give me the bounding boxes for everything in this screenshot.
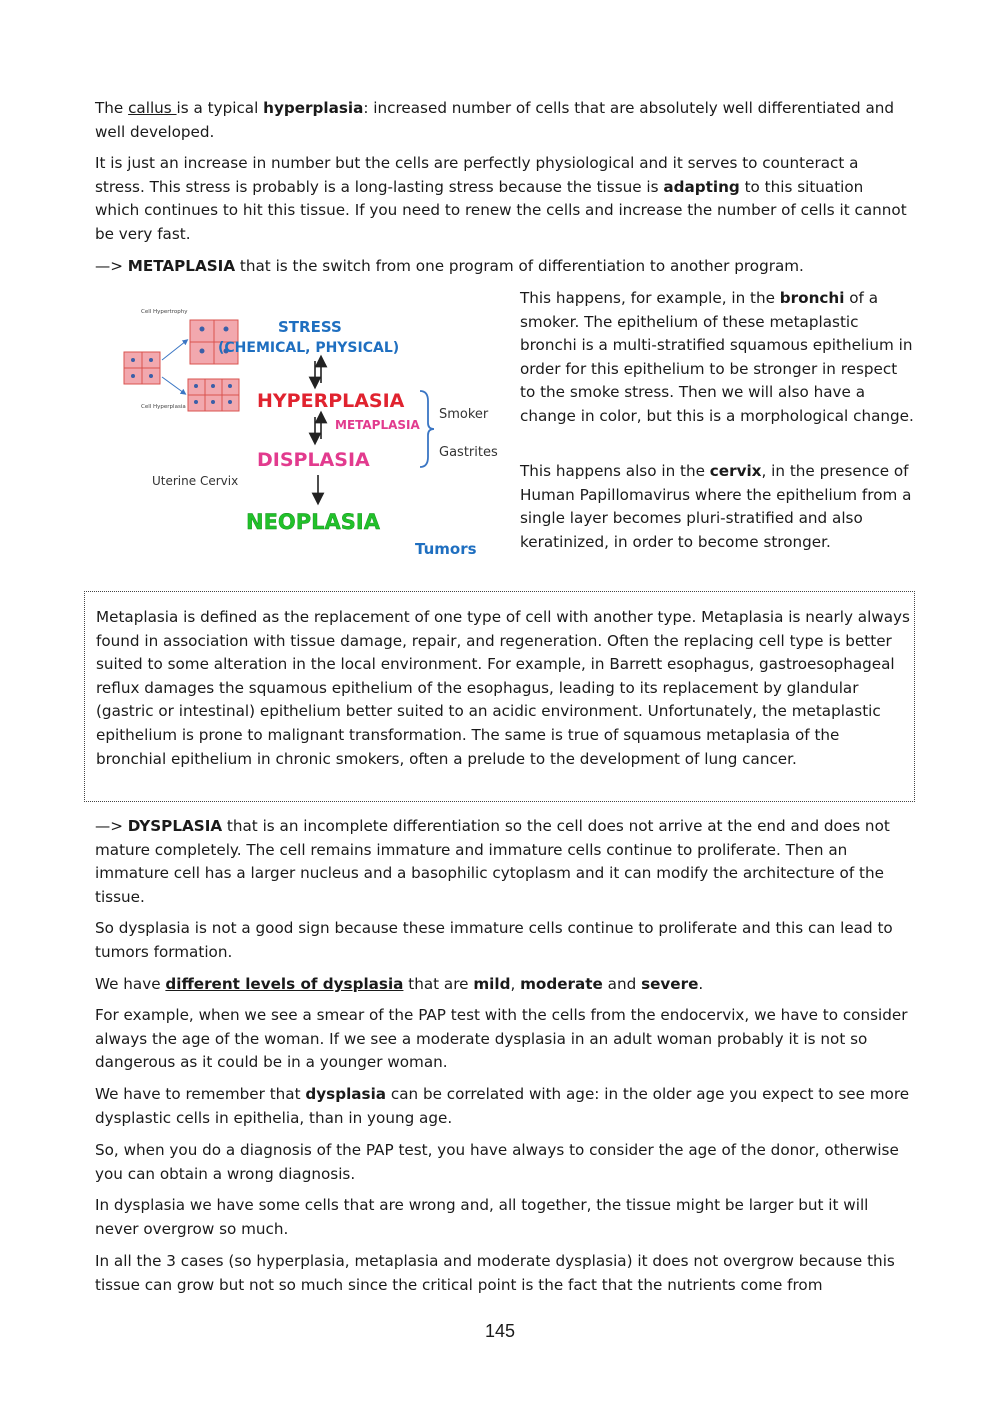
metaplasia-term: METAPLASIA [127,257,236,275]
dysplasia-levels-paragraph: We have different levels of dysplasia that are mild, moderate and severe. [95,975,704,993]
chemical-physical-label: (CHEMICAL, PHYSICAL) [218,340,400,356]
hyperplasia-term: hyperplasia [263,99,364,117]
cell-hyperplasia-label: Cell Hyperplasia [141,404,186,410]
metaplasia-definition-box [84,591,915,802]
normal-cells-icon [124,352,160,384]
stress-label: STRESS [278,318,342,336]
wrong-cells-paragraph: In dysplasia we have some cells that are wrong and, all together, the tissue might be larger but it will never overgrow so much. [95,1196,869,1238]
tumors-label: Tumors [415,540,477,558]
callus-term: callus [128,99,177,117]
uterine-cervix-label: Uterine Cervix [152,474,239,488]
cervix-term: cervix [709,462,762,480]
bronchi-paragraph: This happens, for example, in the bronchi of a smoker. The epithelium of these metaplastic bronchi is a multi-stratified squamous epithelium in order for this epithelium to be stronger in respect to the smoke stress. Then we will also have a change in color, but this is a morphological change. [520,289,914,425]
neoplasia-label: NEOPLASIA [246,510,380,534]
dysplasia-term: DYSPLASIA [127,817,223,835]
gastrites-label: Gastrites [439,445,498,460]
dysplasia-definition: —> DYSPLASIA that is an incomplete differentiation so the cell does not arrive at the end and does not mature completely. The cell remains immature and immature cells continue to proliferate. Then an immature cell has a larger nucleus and a basophilic cytoplasm and it can modify the architecture of the tissue. [95,817,890,906]
bronchi-term: bronchi [779,289,845,307]
adapting-term: adapting [663,177,740,196]
three-cases-paragraph: In all the 3 cases (so hyperplasia, metaplasia and moderate dysplasia) it does not overgrow because this tissue can grow but not so much since the critical point is the fact that the nutrients come from [95,1252,895,1294]
pap-test-paragraph: For example, when we see a smear of the PAP test with the cells from the endocervix, we have to consider always the age of the woman. If we see a moderate dysplasia in an adult woman probably it is not so dangerous as it could be in a younger woman. [95,1006,908,1072]
displasia-label: DISPLASIA [257,449,370,471]
cell-hypertrophy-label: Cell Hypertrophy [141,309,188,315]
page-number: 145 [484,1321,516,1341]
boxed-definition-text: Metaplasia is defined as the replacement of one type of cell with another type. Metaplasia is nearly always found in association with tissue damage, repair, and regeneration. Often the replacing cell type is better suited to some alteration in the local environment. For example, in Barrett esophagus, gastroesophageal reflux damages the squamous epithelium of the esophagus, leading to its replacement by glandular (gastric or intestinal) epithelium better suited to an acidic environment. Unfortunately, the metaplastic epithelium is prone to malignant transformation. The same is true of squamous metaplasia of the bronchial epithelium in chronic smokers, often a prelude to the development of lung cancer. [96,608,910,768]
callus-paragraph: The callus is a typical hyperplasia: increased number of cells that are absolutely well differentiated and well developed. [95,99,895,141]
smoker-label: Smoker [439,407,489,422]
dysplasia-age-term: dysplasia [305,1085,387,1103]
stress-paragraph: It is just an increase in number but the cells are perfectly physiological and it serves to counteract a stress. This stress is probably is a long-lasting stress because the tissue is adapting to this situation which continues to hit this tissue. If you need to renew the cells and increase the number of cells it cannot be very fast. [95,154,907,243]
cervix-paragraph: This happens also in the cervix, in the presence of Human Papillomavirus where the epithelium from a single layer becomes pluri-stratified and also keratinized, in order to become stronger. [520,462,912,551]
hyperplasia-label: HYPERPLASIA [257,390,405,412]
diagnosis-paragraph: So, when you do a diagnosis of the PAP test, you have always to consider the age of the donor, otherwise you can obtain a wrong diagnosis. [95,1141,899,1183]
dysplasia-levels-term: different levels of dysplasia [165,975,404,993]
metaplasia-label: METAPLASIA [335,418,420,432]
metaplasia-definition: —> METAPLASIA that is the switch from one program of differentiation to another program. [95,257,804,275]
dysplasia-age-paragraph: We have to remember that dysplasia can be correlated with age: in the older age you expect to see more dysplastic cells in epithelia, than in young age. [95,1085,910,1127]
stress-progression-figure [110,305,510,565]
hyperplasia-cells-icon [188,379,239,411]
dysplasia-sign-paragraph: So dysplasia is not a good sign because these immature cells continue to proliferate and this can lead to tumors formation. [95,919,893,961]
